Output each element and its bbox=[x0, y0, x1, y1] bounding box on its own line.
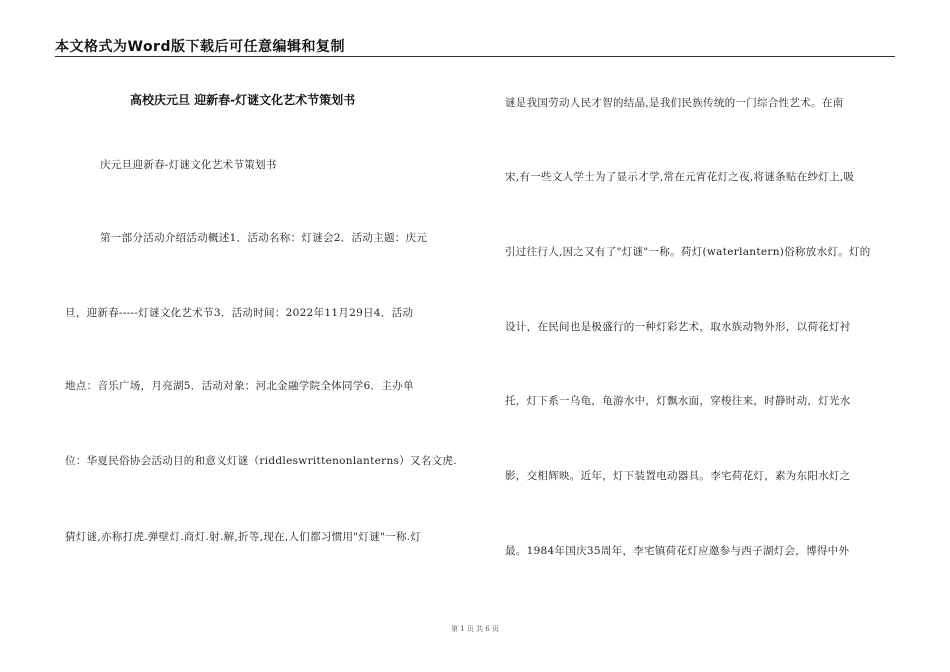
body-line: 影，交相辉映。近年，灯下装置电动器具。李宅荷花灯，素为东阳水灯之 bbox=[505, 470, 851, 482]
document-title: 高校庆元旦 迎新春-灯谜文化艺术节策划书 bbox=[130, 93, 356, 107]
document-banner: 本文格式为Word版下载后可任意编辑和复制 bbox=[55, 39, 345, 55]
body-line: 地点：音乐广场，月亮湖5．活动对象：河北金融学院全体同学6．主办单 bbox=[65, 380, 414, 392]
body-line: 第一部分活动介绍活动概述1．活动名称：灯谜会2．活动主题：庆元 bbox=[100, 232, 428, 244]
body-line: 引过往行人,因之又有了"灯谜"一称。荷灯(waterlantern)俗称放水灯。灯的 bbox=[505, 246, 871, 258]
header-divider bbox=[55, 56, 895, 57]
body-line: 旦，迎新春-----灯谜文化艺术节3．活动时间：2022年11月29日4．活动 bbox=[65, 307, 414, 319]
body-line: 设计，在民间也是极盛行的一种灯彩艺术，取水族动物外形，以荷花灯衬 bbox=[505, 321, 851, 333]
body-line: 位：华夏民俗协会活动目的和意义灯谜（riddleswrittenonlanterns）又名文虎. bbox=[65, 455, 457, 467]
subtitle-line: 庆元旦迎新春-灯谜文化艺术节策划书 bbox=[100, 159, 277, 171]
body-line: 宋,有一些文人学士为了显示才学,常在元宵花灯之夜,将谜条贴在纱灯上,吸 bbox=[505, 171, 855, 183]
body-line: 最。1984年国庆35周年，李宅镇荷花灯应邀参与西子湖灯会，博得中外 bbox=[505, 545, 850, 557]
page-number: 第 1 页 共 6 页 bbox=[450, 625, 500, 633]
body-line: 猜灯谜,亦称打虎.弹壁灯.商灯.射.解,折等,现在,人们都习惯用"灯谜"一称.灯 bbox=[65, 531, 422, 543]
body-line: 谜是我国劳动人民才智的结晶,是我们民族传统的一门综合性艺术。在南 bbox=[505, 97, 844, 109]
body-line: 托，灯下系一乌龟，龟游水中，灯飘水面，穿梭往来，时静时动，灯光水 bbox=[505, 395, 851, 407]
